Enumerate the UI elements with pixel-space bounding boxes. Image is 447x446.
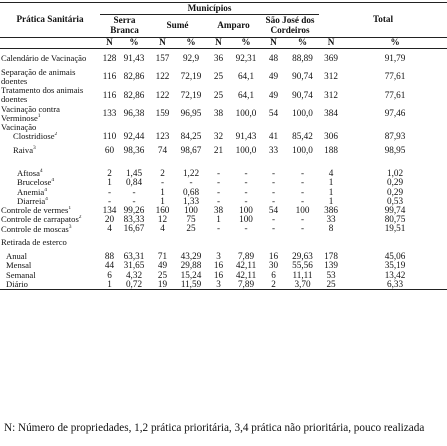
footnote-marker: 3 [68, 224, 72, 230]
col-n: N [106, 37, 113, 48]
table-body [0, 49, 447, 290]
cell-pct: 97,46 [384, 108, 406, 119]
cell-n: 4 [160, 224, 165, 234]
cell-pct: 100,0 [292, 145, 313, 156]
cell-pct: 15,24 [180, 270, 202, 280]
cell-pct: 92,9 [182, 52, 200, 63]
cell-n [149, 123, 176, 132]
cell-n: 139 [324, 261, 338, 271]
cell-n: 71 [157, 252, 168, 262]
cell-n: 20 [104, 215, 115, 225]
row-label: Diarreia$^4$ [17, 196, 48, 206]
row-label: Controle de moscas$^3$ [1, 224, 72, 234]
cell-n: 25 [213, 89, 224, 100]
cell-n: 25 [213, 71, 224, 82]
cell-n: - [216, 196, 221, 206]
cell-pct: 100 [239, 206, 253, 215]
cell-n: 21 [213, 145, 224, 156]
cell-n: 30 [268, 261, 279, 271]
cell-pct: 1,02 [386, 168, 404, 179]
row-label: Semanal [6, 270, 36, 280]
cell-pct: - [244, 178, 248, 188]
cell-pct: 100 [184, 206, 198, 215]
cell-n: 116 [102, 71, 117, 82]
cell-n [261, 234, 286, 253]
cell-pct: - [189, 178, 193, 188]
table-row [0, 141, 447, 160]
col-n: N [215, 37, 222, 48]
cell-pct [343, 234, 447, 253]
cell-n: 1 [328, 187, 334, 197]
cell-n: 1 [216, 215, 221, 225]
cell-n: 32 [213, 132, 224, 142]
cell-n [261, 123, 286, 132]
cell-pct: 55,56 [292, 261, 313, 271]
cell-n: 4 [328, 168, 334, 179]
table-row [0, 188, 447, 197]
row-label: Aftosa$^4$ [17, 168, 43, 179]
footnote-marker: 2 [54, 132, 58, 138]
table-row [0, 160, 447, 179]
table-row [0, 105, 447, 124]
cell-n: 74 [157, 145, 168, 156]
row-label: Clostridiose$^2$ [13, 132, 58, 142]
cell-pct: 19,51 [384, 224, 406, 234]
col-pct: % [186, 37, 196, 48]
cell-pct: 82,86 [123, 71, 145, 82]
cell-pct: 0,29 [386, 178, 404, 188]
cell-n: 38 [213, 108, 224, 119]
cell-pct: 87,93 [384, 132, 406, 142]
cell-n: 188 [324, 145, 338, 156]
cell-pct: 11,59 [180, 279, 202, 289]
cell-pct: 91,43 [123, 52, 145, 63]
row-label: Raiva$^3$ [13, 145, 36, 156]
cell-pct: 7,89 [237, 279, 255, 289]
row-label: Mensal [6, 261, 32, 271]
cell-pct: 80,75 [384, 215, 406, 225]
cell-pct: 45,06 [384, 252, 406, 262]
cell-n: 19 [157, 279, 168, 289]
cell-pct: 29,88 [180, 261, 202, 271]
cell-pct: - [132, 196, 136, 206]
cell-n: - [271, 196, 276, 206]
cell-n: - [216, 224, 221, 234]
row-label: Diário [6, 279, 28, 289]
cell-pct: - [244, 196, 248, 206]
cell-n: - [107, 187, 112, 197]
footnote-marker: 1 [37, 112, 41, 119]
cell-pct: 43,29 [180, 252, 202, 262]
cell-pct: 85,42 [292, 132, 313, 142]
cell-pct: 88,89 [292, 52, 313, 63]
footnote-marker: 4 [44, 187, 47, 193]
cell-n [100, 123, 119, 132]
cell-n: 41 [268, 132, 279, 142]
cell-pct [343, 123, 447, 132]
row-label: Brucelose$^4$ [17, 178, 55, 188]
footnote: N: Número de propriedades, 1,2 prática prioritária, 3,4 prática não prioritária, pouco realizada [4, 422, 425, 434]
row-label: Calendário de Vacinação [1, 52, 87, 63]
cell-n [149, 234, 176, 253]
row-label: Anemia$^4$ [17, 187, 47, 197]
municipality-header: Serra Branca [110, 15, 139, 35]
cell-n: 1 [107, 178, 112, 188]
cell-pct: 99,26 [123, 206, 145, 215]
cell-pct: 72,19 [180, 89, 202, 100]
cell-pct: 7,89 [237, 252, 255, 262]
col-pct: % [297, 37, 308, 48]
cell-n: - [271, 224, 276, 234]
cell-pct: 100,0 [235, 108, 257, 119]
cell-pct: 98,36 [123, 145, 145, 156]
cell-n: 312 [324, 71, 338, 82]
cell-pct: 90,74 [292, 71, 313, 82]
table-row [0, 224, 447, 233]
cell-pct: 63,31 [123, 252, 145, 262]
table-row [0, 178, 447, 187]
cell-pct: - [244, 224, 248, 234]
cell-pct: - [244, 187, 248, 197]
cell-n: 54 [268, 108, 279, 119]
cell-pct: 0,29 [386, 187, 404, 197]
cell-n [206, 234, 231, 253]
municipality-header: Sumé [166, 20, 189, 31]
cell-pct [119, 123, 149, 132]
col-pct: % [129, 37, 139, 48]
cell-n: - [271, 215, 276, 225]
municipality-header: São José dos Cordeiros [265, 15, 315, 35]
cell-n: 369 [324, 52, 338, 63]
col-n: N [327, 37, 335, 48]
cell-pct: 92,44 [123, 132, 145, 142]
footnote-marker: 3 [33, 145, 36, 152]
col-n: N [270, 37, 277, 48]
cell-pct: - [300, 196, 305, 206]
cell-n: 123 [155, 132, 170, 142]
cell-pct: 72,19 [180, 71, 202, 82]
cell-n: 1 [160, 196, 165, 206]
cell-n: - [107, 196, 112, 206]
municipalities-header: Municípios [100, 3, 319, 15]
col-pct: % [241, 37, 251, 48]
cell-pct [119, 234, 149, 253]
cell-n: 1 [328, 196, 334, 206]
footnote-marker: 1 [68, 206, 72, 212]
cell-n: 16 [213, 270, 224, 280]
cell-pct [286, 123, 319, 132]
cell-n: 128 [102, 52, 117, 63]
cell-pct: - [300, 168, 305, 179]
cell-pct: 16,67 [123, 224, 145, 234]
cell-n [100, 234, 119, 253]
cell-n: 49 [268, 71, 279, 82]
cell-n: 1 [160, 187, 165, 197]
cell-n: 3 [216, 252, 221, 262]
cell-n: 25 [326, 279, 336, 289]
cell-n: 157 [155, 52, 170, 63]
cell-n: 122 [155, 71, 170, 82]
cell-n: 4 [107, 224, 112, 234]
table-row [0, 261, 447, 270]
cell-pct: 0,53 [386, 196, 404, 206]
cell-pct: 84,25 [180, 132, 202, 142]
municipality-header: Amparo [217, 20, 250, 31]
cell-pct: - [132, 187, 136, 197]
cell-n: - [271, 187, 276, 197]
cell-n: - [216, 178, 221, 188]
table-row [0, 197, 447, 206]
cell-n: 88 [104, 252, 115, 262]
cell-pct: 42,11 [235, 270, 257, 280]
row-label: Vacinação [1, 123, 37, 133]
cell-n: 384 [324, 108, 338, 119]
cell-pct: 100,0 [292, 108, 313, 119]
table-row [0, 271, 447, 280]
cell-pct: 91,43 [235, 132, 257, 142]
table-row [0, 280, 447, 290]
col-pct: % [390, 37, 400, 48]
cell-pct: 13,42 [384, 270, 406, 280]
cell-n: 6 [107, 270, 112, 280]
cell-pct: - [244, 168, 248, 179]
cell-n: 16 [268, 252, 279, 262]
cell-pct [176, 234, 206, 253]
cell-pct: - [300, 187, 305, 197]
cell-pct: 1,22 [182, 168, 200, 179]
cell-pct: 0,68 [182, 187, 200, 197]
footnote-marker: 4 [39, 168, 43, 175]
cell-n: - [271, 178, 276, 188]
cell-pct: 3,70 [294, 279, 311, 289]
cell-pct: 64,1 [237, 71, 255, 82]
cell-n: 159 [155, 108, 170, 119]
row-label: Separação de animais doentes [1, 67, 76, 86]
table-row [0, 49, 447, 68]
cell-n: 312 [324, 89, 338, 100]
table-row [0, 86, 447, 105]
cell-pct: 96,38 [123, 108, 145, 119]
table-row [0, 132, 447, 141]
cell-n: 25 [157, 270, 168, 280]
row-label: Controle de vermes$^1$ [1, 206, 72, 216]
cell-pct: 99,74 [384, 206, 406, 215]
cell-n: 386 [324, 206, 338, 215]
cell-pct: 1,45 [125, 168, 143, 179]
table-row [0, 215, 447, 224]
cell-pct [286, 234, 319, 253]
table-row [0, 68, 447, 87]
cell-pct [231, 123, 261, 132]
cell-n: 49 [268, 89, 279, 100]
cell-n: 2 [160, 168, 165, 179]
cell-pct: 6,33 [386, 279, 404, 289]
cell-n: 8 [328, 224, 334, 234]
row-label: Retirada de esterco [1, 237, 67, 248]
cell-pct: 31,65 [123, 261, 145, 271]
cell-n: 12 [157, 215, 168, 225]
cell-n [319, 123, 343, 132]
cell-pct: 25 [186, 224, 196, 234]
footnote-marker: 4 [51, 178, 55, 184]
table-row [0, 252, 447, 261]
total-header: Total [372, 14, 394, 25]
cell-pct: 35,19 [384, 261, 406, 271]
cell-pct: 91,79 [384, 52, 406, 63]
cell-pct: 42,11 [235, 261, 257, 271]
cell-n [206, 123, 231, 132]
cell-pct: 64,1 [237, 89, 255, 100]
cell-n: 16 [213, 261, 224, 271]
cell-n: 116 [102, 89, 117, 100]
cell-n: 110 [102, 132, 117, 142]
cell-n: 38 [213, 206, 224, 215]
cell-n: - [271, 168, 276, 179]
cell-pct: - [300, 178, 305, 188]
cell-n: 48 [268, 52, 279, 63]
row-label: Anual [6, 252, 28, 262]
cell-pct: 77,61 [384, 89, 406, 100]
cell-pct: 29,63 [292, 252, 313, 262]
cell-n: 2 [271, 279, 276, 289]
cell-pct: 96,95 [180, 108, 202, 119]
cell-n: 6 [271, 270, 276, 280]
cell-pct: 90,74 [292, 89, 313, 100]
cell-pct: - [300, 215, 305, 225]
row-label: Controle de carrapatos$^2$ [1, 215, 82, 225]
row-label: Vacinação contra Verminose$^1$ [1, 104, 60, 123]
cell-pct: 77,61 [384, 71, 406, 82]
cell-pct: 98,67 [180, 145, 202, 156]
cell-n: 1 [107, 279, 112, 289]
cell-n: - [216, 168, 221, 179]
cell-pct: 0,84 [125, 178, 143, 188]
cell-pct: 82,86 [123, 89, 145, 100]
cell-n: 134 [102, 206, 117, 215]
cell-n: 54 [268, 206, 279, 215]
cell-pct: - [300, 224, 305, 234]
cell-n: 178 [324, 252, 338, 262]
cell-n: 60 [104, 145, 115, 156]
cell-pct: 92,31 [235, 52, 257, 63]
cell-n: 44 [104, 261, 115, 271]
cell-pct: 11,11 [292, 270, 313, 280]
cell-pct [231, 234, 261, 253]
cell-pct: 0,72 [125, 279, 143, 289]
cell-pct: 100 [239, 215, 253, 225]
cell-n: 122 [155, 89, 170, 100]
cell-pct: 1,33 [182, 196, 200, 206]
cell-pct [176, 123, 206, 132]
cell-n: 3 [216, 279, 221, 289]
cell-n: 49 [157, 261, 168, 271]
cell-pct: 4,32 [125, 270, 143, 280]
cell-n: 33 [326, 215, 336, 225]
cell-pct: 98,95 [384, 145, 406, 156]
cell-n: 53 [326, 270, 336, 280]
cell-n: 36 [213, 52, 224, 63]
footnote-marker: 4 [45, 196, 48, 202]
cell-pct: 83,33 [123, 215, 145, 225]
cell-n: - [160, 178, 165, 188]
cell-n: 1 [328, 178, 334, 188]
cell-n: 306 [324, 132, 338, 142]
cell-pct: 100,0 [235, 145, 257, 156]
cell-n: 2 [107, 168, 112, 179]
table-row [0, 123, 447, 132]
table-row [0, 206, 447, 215]
col-n: N [159, 37, 166, 48]
sanitary-practices-table [0, 2, 447, 290]
cell-n: 160 [155, 206, 170, 215]
cell-n: 133 [102, 108, 117, 119]
row-label: Tratamento dos animais doentes [1, 86, 84, 105]
cell-n: 33 [268, 145, 279, 156]
table-row [0, 234, 447, 253]
stub-header: Prática Sanitária [16, 14, 84, 25]
cell-pct: 75 [186, 215, 196, 225]
footnote-marker: 2 [78, 215, 82, 221]
cell-n [319, 234, 343, 253]
cell-pct: 100 [295, 206, 310, 215]
cell-n: - [216, 187, 221, 197]
